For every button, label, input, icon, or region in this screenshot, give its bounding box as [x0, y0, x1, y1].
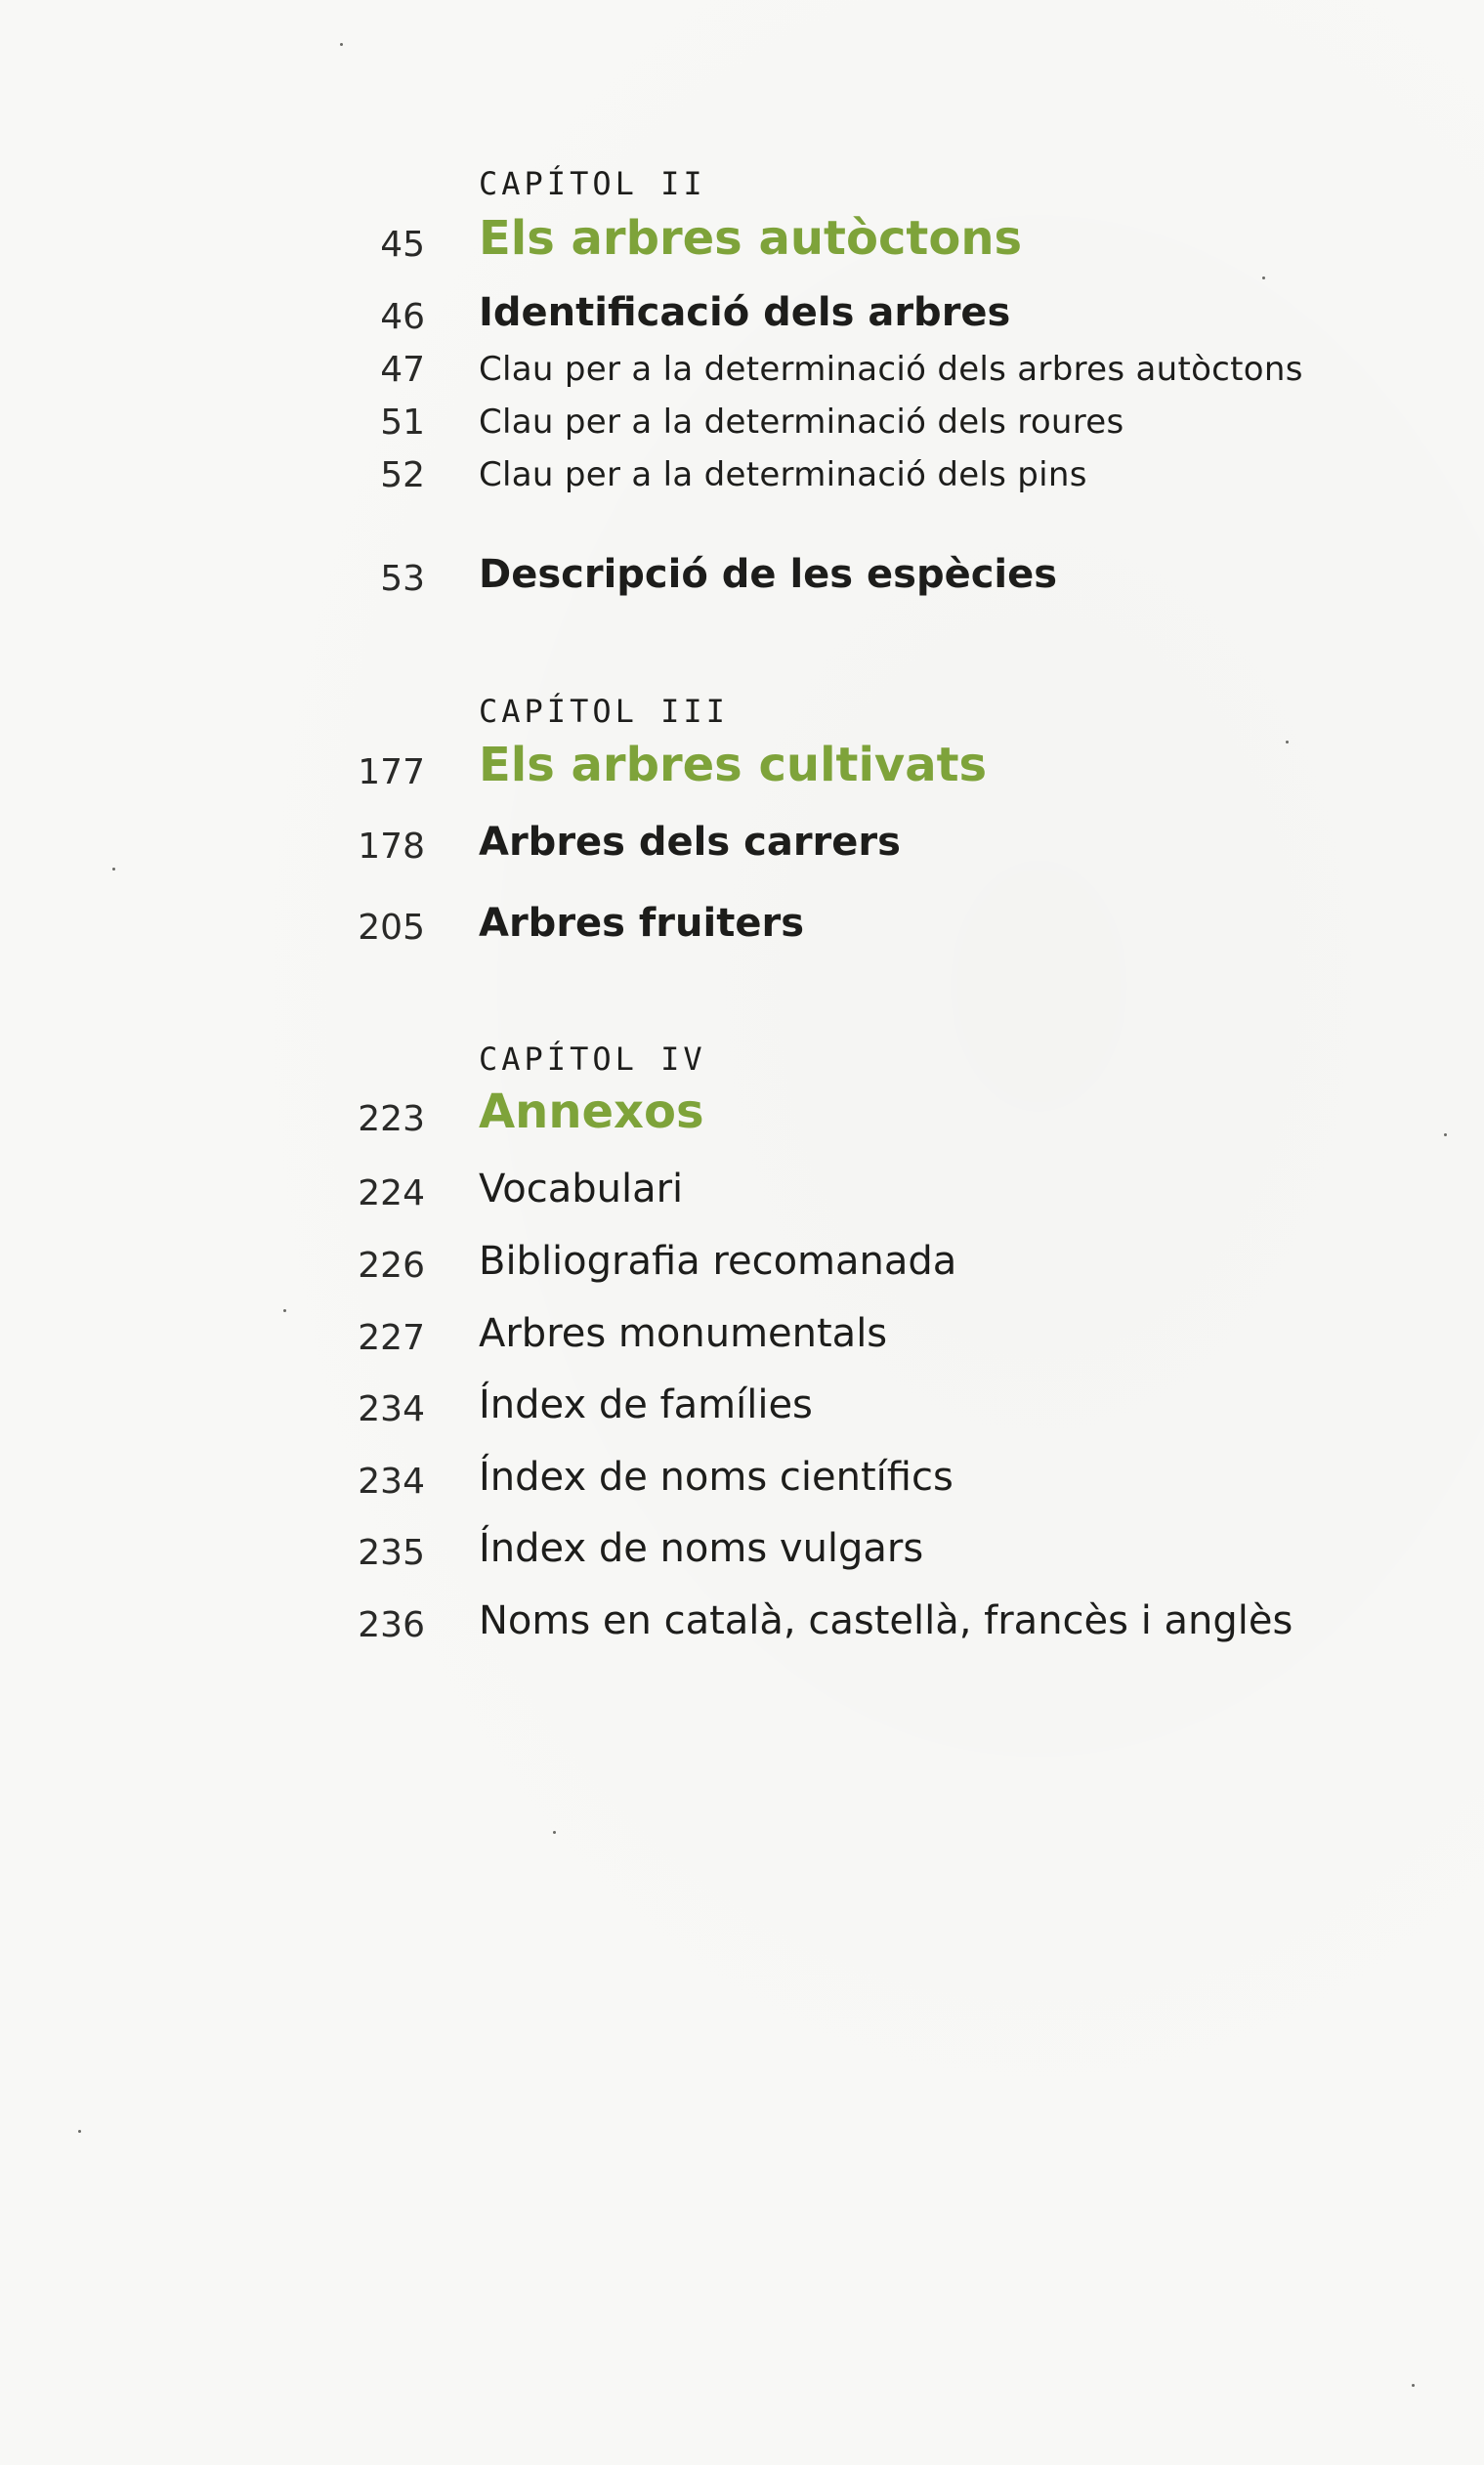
- page-number: 52: [380, 455, 425, 495]
- appendix-entry: Índex de noms científics: [479, 1455, 954, 1500]
- page-number: 234: [358, 1389, 425, 1429]
- paper-speck: [1286, 741, 1289, 744]
- chapter-label: CAPÍTOL III: [479, 693, 729, 730]
- page-number: 235: [358, 1533, 425, 1573]
- chapter-title: Annexos: [479, 1084, 704, 1139]
- paper-speck: [112, 868, 115, 871]
- page-number: 51: [380, 403, 425, 443]
- page-number: 47: [380, 350, 425, 390]
- paper-speck: [1262, 276, 1265, 279]
- paper-speck: [283, 1309, 286, 1312]
- appendix-entry: Noms en català, castellà, francès i anglès: [479, 1598, 1293, 1643]
- paper-speck: [553, 1831, 556, 1834]
- page-number: 205: [358, 908, 425, 948]
- appendix-entry: Vocabulari: [479, 1167, 684, 1211]
- chapter-title: Els arbres autòctons: [479, 211, 1023, 266]
- page-number: 177: [358, 752, 425, 792]
- page-number: 227: [358, 1318, 425, 1358]
- paper-speck: [1412, 2384, 1415, 2387]
- paper-speck: [1444, 1133, 1447, 1136]
- section-title: Identificació dels arbres: [479, 290, 1011, 335]
- chapter-label: CAPÍTOL IV: [479, 1041, 706, 1078]
- appendix-entry: Índex de noms vulgars: [479, 1526, 924, 1571]
- subsection-title: Clau per a la determinació dels arbres autòctons: [479, 350, 1303, 389]
- section-title: Descripció de les espècies: [479, 552, 1058, 597]
- page-number: 45: [380, 225, 425, 265]
- page-number: 223: [358, 1099, 425, 1139]
- page-number: 53: [380, 559, 425, 599]
- appendix-entry: Arbres monumentals: [479, 1311, 888, 1356]
- subsection-title: Clau per a la determinació dels roures: [479, 403, 1124, 442]
- page-number: 178: [358, 827, 425, 867]
- page-number: 226: [358, 1246, 425, 1286]
- appendix-entry: Bibliografia recomanada: [479, 1239, 957, 1284]
- page-number: 236: [358, 1605, 425, 1645]
- section-title: Arbres dels carrers: [479, 820, 901, 865]
- page-number: 46: [380, 297, 425, 337]
- page-number: 234: [358, 1462, 425, 1502]
- appendix-entry: Índex de famílies: [479, 1382, 813, 1427]
- page-number: 224: [358, 1173, 425, 1213]
- paper-speck: [340, 43, 343, 46]
- subsection-title: Clau per a la determinació dels pins: [479, 455, 1087, 494]
- chapter-title: Els arbres cultivats: [479, 738, 988, 792]
- paper-speck: [78, 2130, 81, 2133]
- chapter-label: CAPÍTOL II: [479, 165, 706, 202]
- section-title: Arbres fruiters: [479, 901, 805, 946]
